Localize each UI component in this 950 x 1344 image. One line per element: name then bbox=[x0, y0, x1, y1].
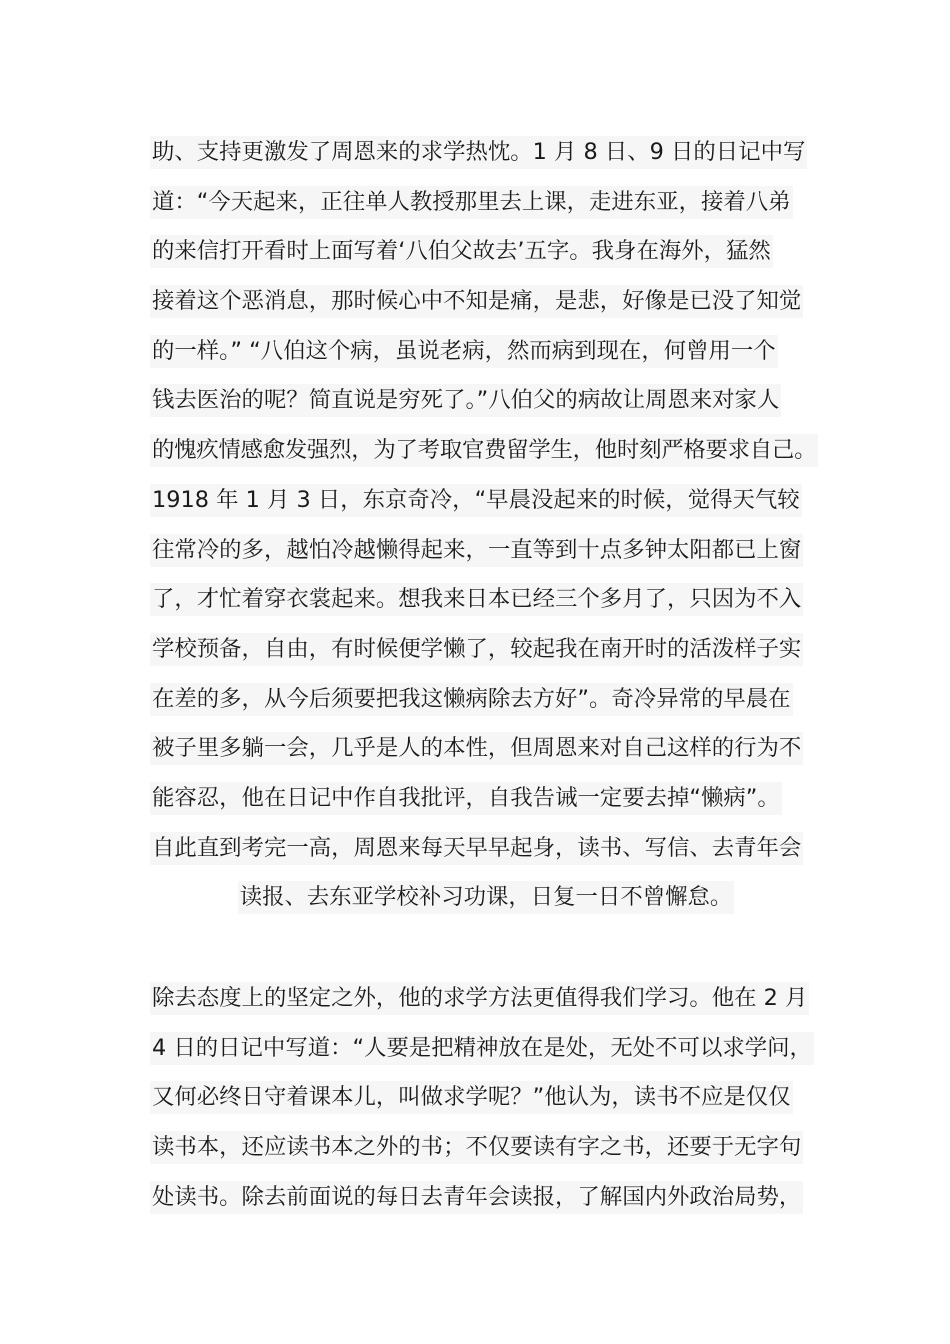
text-line-last: 读报、去东亚学校补习功课，日复一日不曾懈怠。 bbox=[150, 873, 822, 923]
text-line: 的愧疚情感愈发强烈，为了考取官费留学生，他时刻严格要求自己。 bbox=[150, 426, 822, 476]
text-line: 助、支持更激发了周恩来的求学热忱。1 月 8 日、9 日的日记中写 bbox=[150, 128, 822, 178]
text-line: 能容忍，他在日记中作自我批评，自我告诫一定要去掉“懒病”。 bbox=[150, 774, 822, 824]
text-line: 了，才忙着穿衣裳起来。想我来日本已经三个多月了，只因为不入 bbox=[150, 575, 822, 625]
text-line: 被子里多躺一会，几乎是人的本性，但周恩来对自己这样的行为不 bbox=[150, 724, 822, 774]
paragraph-2 bbox=[150, 974, 822, 1222]
text-line: 在差的多，从今后须要把我这懒病除去方好”。奇冷异常的早晨在 bbox=[150, 675, 822, 725]
paragraph-1 bbox=[150, 128, 822, 923]
text-line: 钱去医治的呢？简直说是穷死了。”八伯父的病故让周恩来对家人 bbox=[150, 376, 822, 426]
text-line: 除去态度上的坚定之外，他的求学方法更值得我们学习。他在 2 月 bbox=[150, 974, 822, 1024]
text-line: 接着这个恶消息，那时候心中不知是痛，是悲，好像是已没了知觉 bbox=[150, 277, 822, 327]
text-line: 学校预备，自由，有时候便学懒了，较起我在南开时的活泼样子实 bbox=[150, 625, 822, 675]
text-line: 往常冷的多，越怕冷越懒得起来，一直等到十点多钟太阳都已上窗 bbox=[150, 526, 822, 576]
text-line: 读书本，还应读书本之外的书；不仅要读有字之书，还要于无字句 bbox=[150, 1123, 822, 1173]
text-line: 4 日的日记中写道：“人要是把精神放在是处，无处不可以求学问， bbox=[150, 1024, 822, 1074]
text-line: 道：“今天起来，正往单人教授那里去上课，走进东亚，接着八弟 bbox=[150, 178, 822, 228]
text-line: 1918 年 1 月 3 日，东京奇冷，“早晨没起来的时候，觉得天气较 bbox=[150, 476, 822, 526]
text-line: 的一样。” “八伯这个病，虽说老病，然而病到现在，何曾用一个 bbox=[150, 327, 822, 377]
text-line: 又何必终日守着课本儿，叫做求学呢？”他认为，读书不应是仅仅 bbox=[150, 1073, 822, 1123]
text-line: 自此直到考完一高，周恩来每天早早起身，读书、写信、去青年会 bbox=[150, 824, 822, 874]
text-line: 的来信打开看时上面写着‘八伯父故去’五字。我身在海外，猛然 bbox=[150, 227, 822, 277]
text-line: 处读书。除去前面说的每日去青年会读报，了解国内外政治局势， bbox=[150, 1173, 822, 1223]
